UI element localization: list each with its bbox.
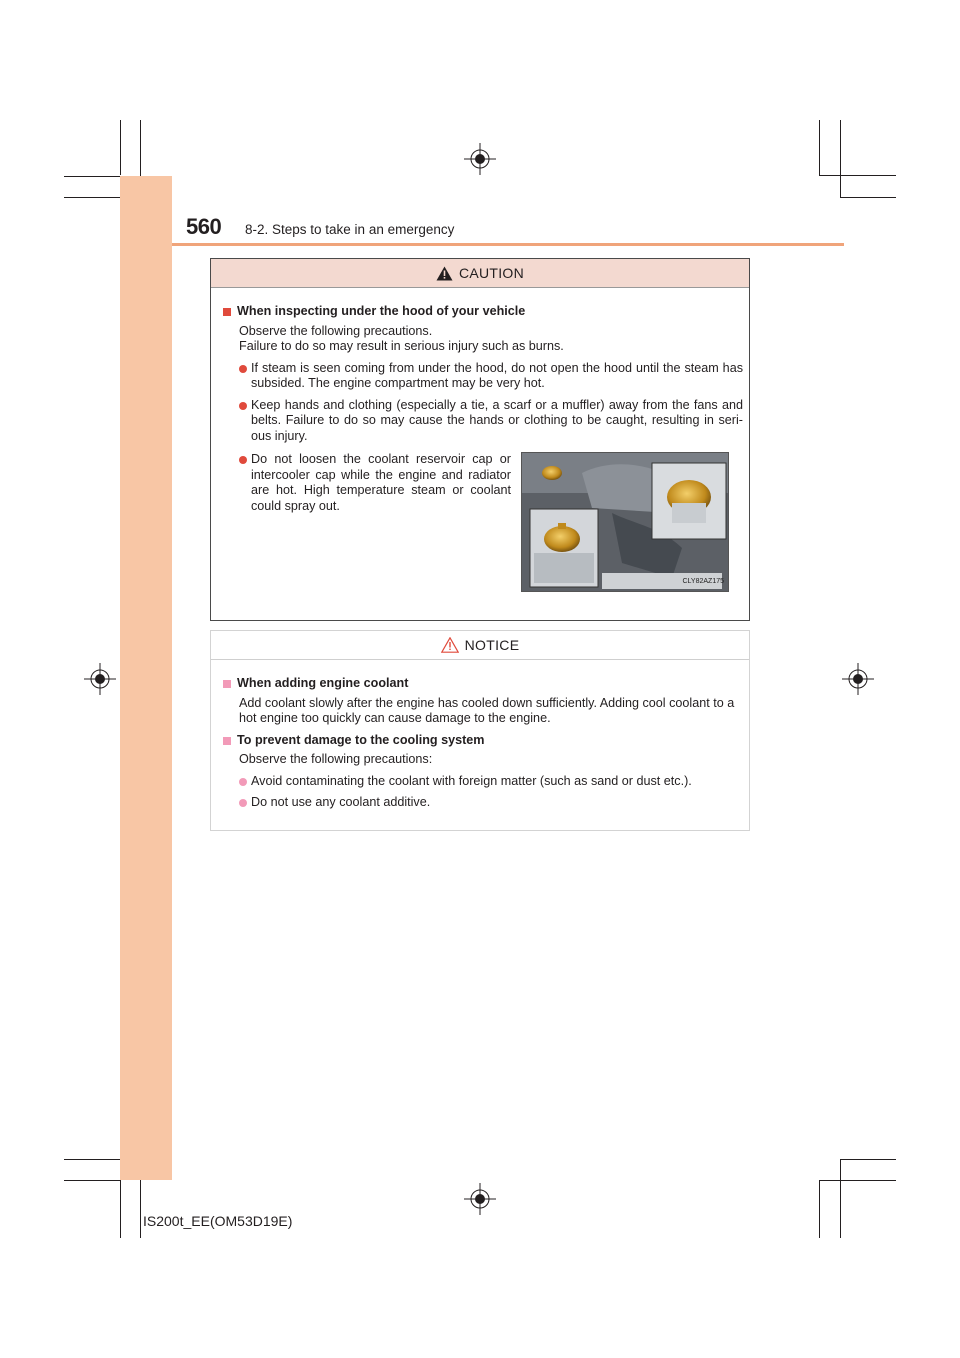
- crop-mark: [120, 120, 121, 175]
- caution-body: [211, 288, 749, 592]
- crop-mark: [840, 1159, 841, 1238]
- engine-compartment-photo: [521, 452, 729, 592]
- list-item: [239, 398, 743, 445]
- registration-mark-icon: [84, 663, 116, 695]
- list-item-text: Keep hands and clothing (especially a tie, a scarf or a muffler) away from the fans and belts. Failure to do so may cause the hands or clothing to be caught, resulting in seri-ous injury.: [251, 397, 743, 443]
- list-item-text: Do not use any coolant additive.: [251, 795, 431, 809]
- list-item-text: If steam is seen coming from under the hood, do not open the hood until the steam has subsided. The engine compartment may be very hot.: [251, 360, 743, 390]
- notice-title: NOTICE: [464, 637, 520, 653]
- caution-intro-line: Failure to do so may result in serious injury such as burns.: [239, 339, 564, 353]
- notice-body: [211, 660, 749, 811]
- list-item-text: Avoid contaminating the coolant with foreign matter (such as sand or dust etc.).: [251, 773, 692, 788]
- crop-mark: [819, 175, 896, 176]
- notice-header: [211, 631, 749, 660]
- caution-box: [210, 258, 750, 621]
- notice-section-heading: [223, 733, 743, 749]
- image-code: CLY82AZ175: [682, 577, 724, 585]
- crop-mark: [840, 120, 841, 197]
- notice-triangle-icon: [441, 637, 459, 653]
- crop-mark: [819, 1180, 896, 1181]
- caution-title: CAUTION: [458, 265, 525, 281]
- notice-section-text: Observe the following precautions:: [239, 752, 433, 766]
- square-bullet-icon: [223, 680, 231, 688]
- crop-mark: [64, 176, 121, 177]
- square-bullet-icon: [223, 308, 231, 316]
- list-item: [239, 361, 743, 392]
- registration-mark-icon: [842, 663, 874, 695]
- engine-photo-illustration: [522, 453, 728, 591]
- crop-mark: [840, 1159, 896, 1160]
- notice-section-title: When adding engine coolant: [237, 676, 409, 690]
- crop-mark: [840, 197, 896, 198]
- round-bullet-icon: [239, 778, 247, 786]
- crop-mark: [64, 1180, 121, 1181]
- footer-model-code: IS200t_EE(OM53D19E): [143, 1213, 293, 1229]
- crop-mark: [120, 1180, 121, 1238]
- warning-triangle-icon: [436, 266, 453, 281]
- page-number: 560: [186, 214, 222, 239]
- notice-section-title: To prevent damage to the cooling system: [237, 732, 485, 747]
- section-title: 8-2. Steps to take in an emergency: [245, 222, 455, 237]
- chapter-sidebar: [120, 176, 172, 1180]
- round-bullet-icon: [239, 365, 247, 373]
- notice-section-heading: [223, 676, 743, 692]
- caution-section-heading: [223, 304, 743, 320]
- crop-mark: [819, 1180, 820, 1238]
- caution-header: [211, 259, 749, 288]
- square-bullet-icon: [223, 737, 231, 745]
- list-item: [239, 795, 743, 811]
- list-item: [239, 452, 511, 592]
- notice-section-text: Add coolant slowly after the engine has cooled down sufficiently. Adding cool coolant to a hot engine too quickly can cause damage to the engine.: [239, 695, 735, 725]
- header-rule: [172, 243, 844, 246]
- list-item: [239, 774, 743, 790]
- round-bullet-icon: [239, 456, 247, 464]
- caution-section-title: When inspecting under the hood of your vehicle: [237, 304, 526, 318]
- registration-mark-icon: [464, 1183, 496, 1215]
- round-bullet-icon: [239, 402, 247, 410]
- crop-mark: [819, 120, 820, 175]
- caution-intro: [239, 324, 743, 355]
- caution-intro-line: Observe the following precautions.: [239, 323, 433, 338]
- registration-mark-icon: [464, 143, 496, 175]
- list-item-text: Do not loosen the coolant reservoir cap or intercooler cap while the engine and radiator are hot. High temperature steam or coolant could spray out.: [251, 452, 511, 513]
- caution-image-row: [239, 452, 743, 592]
- notice-box: [210, 630, 750, 831]
- round-bullet-icon: [239, 799, 247, 807]
